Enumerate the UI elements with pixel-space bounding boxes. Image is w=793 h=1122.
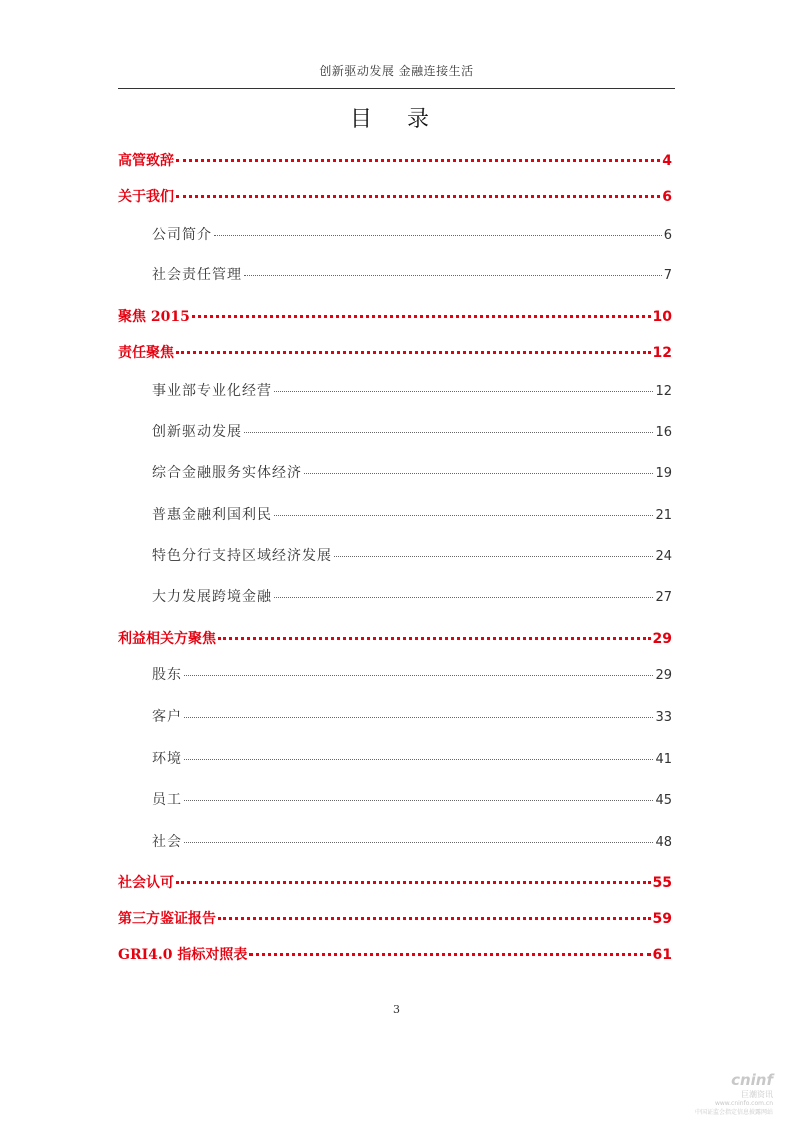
toc-entry-label: 员工 bbox=[152, 792, 182, 808]
toc-entry-page: 33 bbox=[655, 710, 672, 725]
toc-entry-label: 事业部专业化经营 bbox=[152, 383, 272, 399]
toc-entry[interactable] bbox=[152, 706, 672, 726]
toc-entry-page: 4 bbox=[662, 153, 672, 169]
toc-entry[interactable] bbox=[118, 306, 672, 326]
toc-entry-page: 12 bbox=[652, 345, 672, 361]
toc-entry[interactable] bbox=[118, 872, 672, 892]
toc-entry[interactable] bbox=[118, 628, 672, 648]
toc-leader bbox=[214, 234, 662, 236]
watermark bbox=[683, 1071, 773, 1116]
watermark-name: 巨潮资讯 bbox=[741, 1090, 773, 1099]
toc-leader bbox=[274, 514, 653, 516]
toc-entry[interactable] bbox=[152, 224, 672, 244]
toc-entry-page: 12 bbox=[655, 384, 672, 399]
toc-entry[interactable] bbox=[152, 664, 672, 684]
toc-leader bbox=[218, 916, 651, 920]
toc-entry[interactable] bbox=[118, 186, 672, 206]
toc-entry-label: 关于我们 bbox=[118, 189, 174, 205]
toc-entry-label: 特色分行支持区域经济发展 bbox=[152, 548, 332, 564]
toc-leader bbox=[218, 636, 651, 640]
toc-leader bbox=[184, 758, 653, 760]
toc-entry[interactable] bbox=[152, 462, 672, 482]
toc-entry-page: 29 bbox=[652, 631, 672, 647]
toc-entry[interactable] bbox=[152, 831, 672, 851]
toc-entry[interactable] bbox=[152, 421, 672, 441]
toc-entry[interactable] bbox=[118, 150, 672, 170]
toc-entry-label: 大力发展跨境金融 bbox=[152, 589, 272, 605]
toc-entry-label: 高管致辞 bbox=[118, 153, 174, 169]
toc-leader bbox=[176, 350, 651, 354]
toc-entry-label: 公司简介 bbox=[152, 227, 212, 243]
toc-entry-page: 6 bbox=[663, 228, 672, 243]
toc-entry-label: 客户 bbox=[152, 709, 182, 725]
toc-entry-label: 综合金融服务实体经济 bbox=[152, 465, 302, 481]
toc-leader bbox=[334, 555, 653, 557]
toc-leader bbox=[274, 390, 653, 392]
toc-entry-label: 社会责任管理 bbox=[152, 267, 242, 283]
toc-leader bbox=[244, 431, 653, 433]
watermark-logo: cninf bbox=[731, 1071, 773, 1089]
toc-entry-page: 59 bbox=[652, 911, 672, 927]
toc-leader bbox=[274, 596, 653, 598]
toc-entry-page: 61 bbox=[652, 947, 672, 963]
page-header: 创新驱动发展 金融连接生活 bbox=[319, 64, 474, 78]
toc-leader bbox=[176, 880, 651, 884]
toc-entry[interactable] bbox=[152, 789, 672, 809]
page-title: 目 录 bbox=[350, 107, 443, 132]
toc-leader bbox=[244, 274, 662, 276]
toc-entry[interactable] bbox=[152, 380, 672, 400]
toc-entry-page: 29 bbox=[655, 668, 672, 683]
toc-entry[interactable] bbox=[152, 545, 672, 565]
toc-entry-label: 股东 bbox=[152, 667, 182, 683]
toc-entry[interactable] bbox=[118, 342, 672, 362]
toc-entry-page: 27 bbox=[655, 590, 672, 605]
page-number: 3 bbox=[393, 1003, 400, 1016]
toc-entry-page: 19 bbox=[655, 466, 672, 481]
toc-leader bbox=[176, 194, 660, 198]
toc-leader bbox=[249, 952, 650, 956]
toc-entry-page: 21 bbox=[655, 508, 672, 523]
toc-entry-page: 45 bbox=[655, 793, 672, 808]
toc-entry-label: 聚焦 2015 bbox=[118, 309, 190, 325]
toc-leader bbox=[184, 799, 653, 801]
toc-entry-page: 55 bbox=[652, 875, 672, 891]
toc-entry[interactable] bbox=[152, 748, 672, 768]
toc-entry[interactable] bbox=[152, 504, 672, 524]
toc-entry-page: 24 bbox=[655, 549, 672, 564]
toc-leader bbox=[192, 314, 651, 318]
toc-entry[interactable] bbox=[152, 264, 672, 284]
watermark-url: www.cninfo.com.cn bbox=[714, 1100, 773, 1107]
toc-leader bbox=[176, 158, 660, 162]
toc-entry-label: 利益相关方聚焦 bbox=[118, 631, 216, 647]
toc-entry-label: 社会 bbox=[152, 834, 182, 850]
toc-entry-label: 创新驱动发展 bbox=[152, 424, 242, 440]
toc-entry-page: 16 bbox=[655, 425, 672, 440]
toc-entry-page: 10 bbox=[652, 309, 672, 325]
toc-entry[interactable] bbox=[152, 586, 672, 606]
toc-entry-page: 41 bbox=[655, 752, 672, 767]
toc-entry-label: GRI4.0 指标对照表 bbox=[118, 947, 248, 963]
toc-leader bbox=[184, 841, 653, 843]
toc-entry-label: 环境 bbox=[152, 751, 182, 767]
toc-entry-page: 6 bbox=[662, 189, 672, 205]
toc-entry-label: 责任聚焦 bbox=[118, 345, 174, 361]
toc-leader bbox=[304, 472, 653, 474]
header-rule bbox=[118, 88, 675, 89]
toc-entry[interactable] bbox=[118, 944, 672, 964]
toc-entry-page: 48 bbox=[655, 835, 672, 850]
toc-leader bbox=[184, 716, 653, 718]
toc-entry-label: 第三方鉴证报告 bbox=[118, 911, 216, 927]
watermark-tagline: 中国证监会指定信息披露网站 bbox=[694, 1109, 773, 1116]
toc-leader bbox=[184, 674, 653, 676]
toc-entry-label: 社会认可 bbox=[118, 875, 174, 891]
toc-entry[interactable] bbox=[118, 908, 672, 928]
toc-entry-page: 7 bbox=[663, 268, 672, 283]
toc-entry-label: 普惠金融利国利民 bbox=[152, 507, 272, 523]
